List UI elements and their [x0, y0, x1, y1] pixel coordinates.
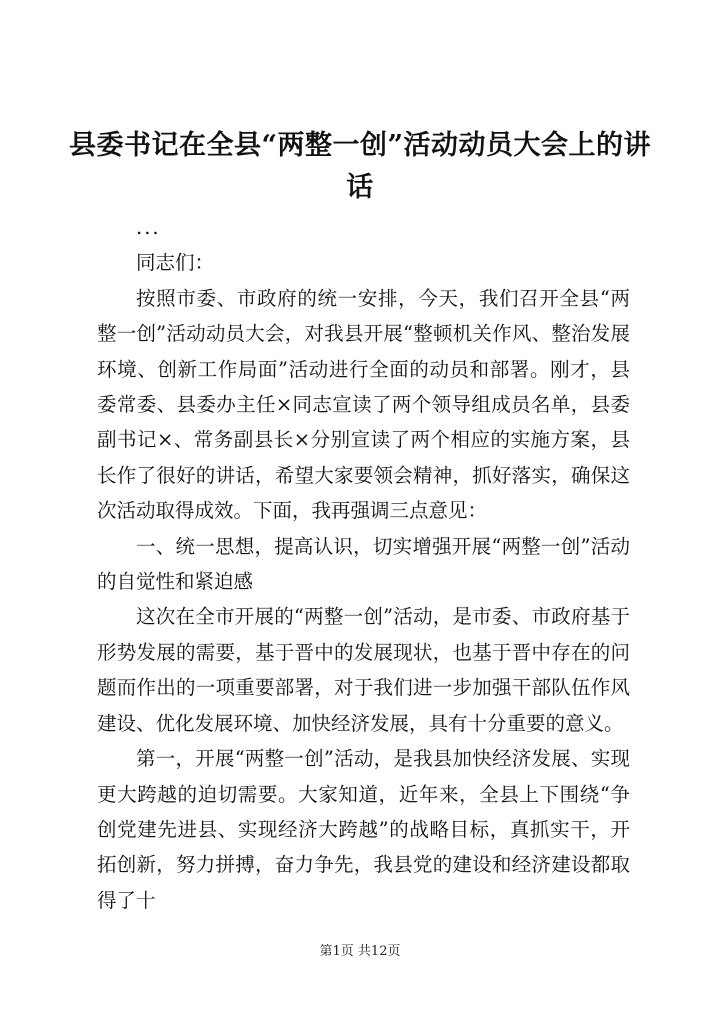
body-paragraph: 按照市委、市政府的统一安排，今天，我们召开全县“两整一创”活动动员大会，对我县开展“整顿机关作风、整治发展环境、创新工作局面”活动进行全面的动员和部署。刚才，县委常委、县委办主任×同志宣读了两个领导组成员名单，县委副书记×、常务副县长×分别宣读了两个相应的实施方案，县长作了很好的讲话，希望大家要领会精神，抓好落实，确保这次活动取得成效。下面，我再强调三点意见：	[97, 286, 630, 523]
body-paragraph: 这次在全市开展的“两整一创”活动，是市委、市政府基于形势发展的需要，基于晋中的发展现状，也基于晋中存在的问题而作出的一项重要部署，对于我们进一步加强干部队伍作风建设、优化发展环境、加快经济发展，具有十分重要的意义。	[97, 605, 630, 735]
salutation: 同志们：	[136, 251, 215, 275]
document-body	[97, 210, 630, 918]
page-title: 县委书记在全县“两整一创”活动动员大会上的讲话	[68, 130, 652, 203]
section-heading: 一、统一思想，提高认识，切实增强开展“两整一创”活动的自觉性和紧迫感	[97, 534, 630, 594]
page-footer: 第1页 共12页	[319, 944, 401, 959]
ellipsis-line: ...	[136, 216, 161, 239]
body-paragraph: 第一，开展“两整一创”活动，是我县加快经济发展、实现更大跨越的迫切需要。大家知道，近年来，全县上下围绕“争创党建先进县、实现经济大跨越”的战略目标，真抓实干，开拓创新，努力拼搏，奋力争先，我县党的建设和经济建设都取得了十	[97, 747, 630, 912]
